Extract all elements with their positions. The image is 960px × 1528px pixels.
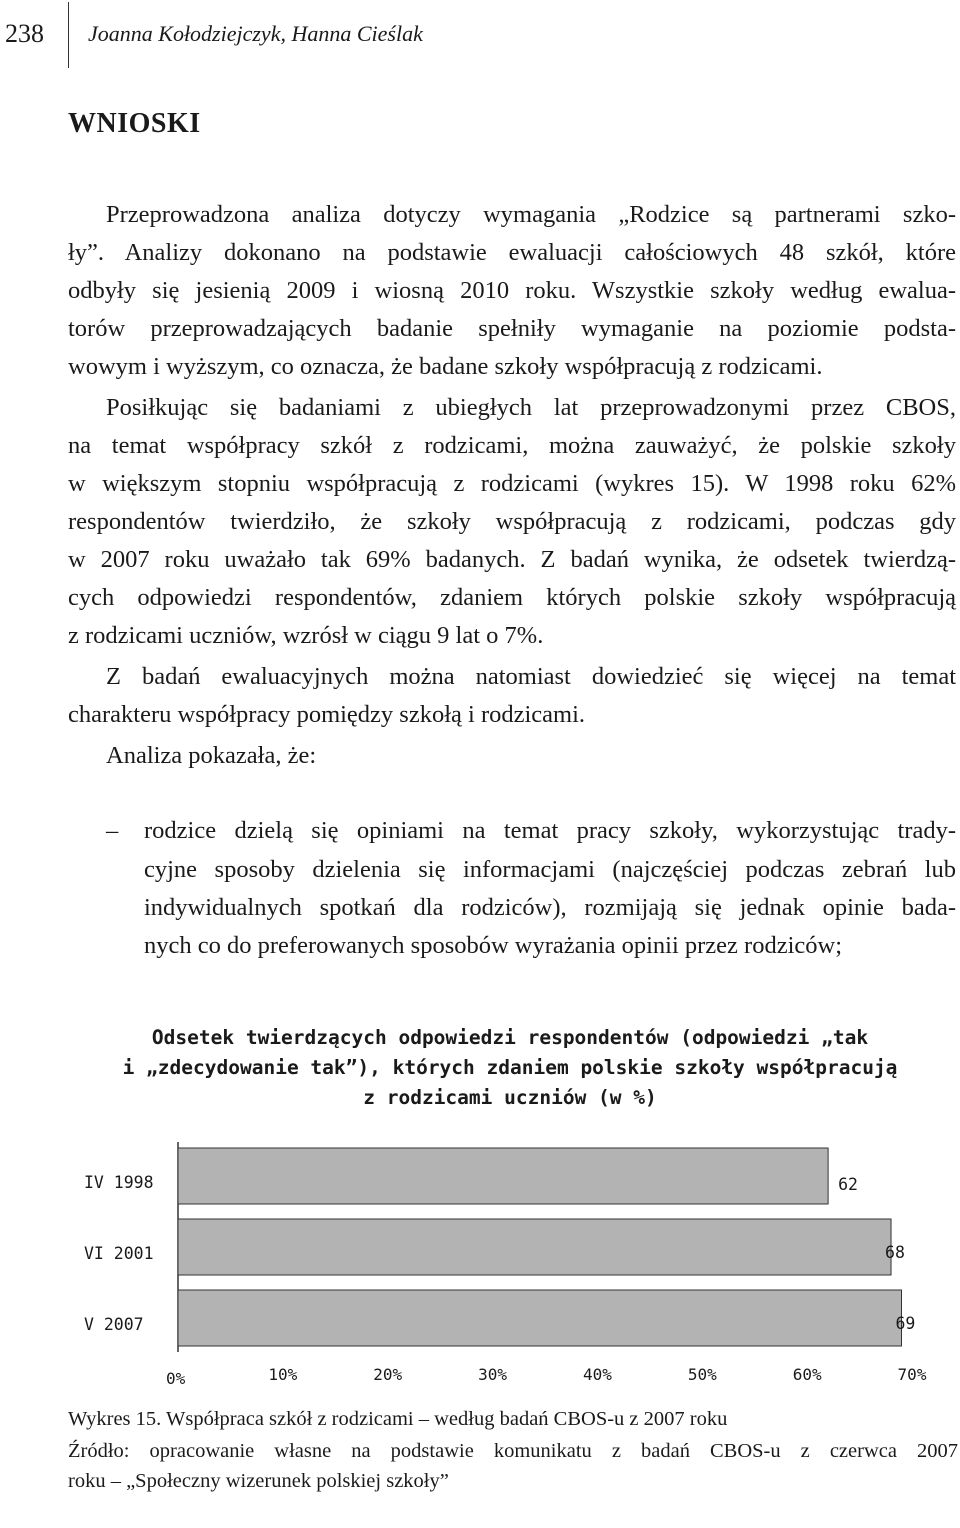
chart-title-line: i „zdecydowanie tak”), których zdaniem polskie szkoły współpracują <box>122 1056 898 1079</box>
category-label: VI 2001 <box>84 1244 154 1263</box>
chart-title-line: z rodzicami uczniów (w %) <box>363 1086 657 1109</box>
paragraph-line: odbyły się jesienią 2009 i wiosną 2010 roku. Wszystkie szkoły według ewalua- <box>68 277 956 304</box>
value-label: 68 <box>885 1243 905 1262</box>
paragraph-line: wowym i wyższym, co oznacza, że badane szkoły współpracują z rodzicami. <box>68 353 823 380</box>
paragraph-line: Przeprowadzona analiza dotyczy wymagania „Rodzice są partnerami szko- <box>106 201 956 228</box>
x-tick-label: 50% <box>687 1365 717 1384</box>
list-bullet: – <box>106 817 119 844</box>
section-heading: WNIOSKI <box>68 108 201 139</box>
paragraph-line: Z badań ewaluacyjnych można natomiast dowiedzieć się więcej na temat <box>106 663 956 690</box>
list-item-line: indywidualnych spotkań dla rodziców), rozmijają się jednak opinie bada- <box>144 894 956 921</box>
list-item-line: cyjne sposoby dzielenia się informacjami (najczęściej podczas zebrań lub <box>144 856 956 883</box>
value-label: 62 <box>838 1175 858 1194</box>
list-item-line: nych co do preferowanych sposobów wyrażania opinii przez rodziców; <box>144 932 842 959</box>
x-tick-label: 10% <box>268 1365 298 1384</box>
bar <box>178 1148 828 1204</box>
x-tick-label: 20% <box>373 1365 403 1384</box>
x-tick-label: 60% <box>792 1365 822 1384</box>
x-tick-label: 70% <box>897 1365 927 1384</box>
paragraph-line: na temat współpracy szkół z rodzicami, można zauważyć, że polskie szkoły <box>68 432 956 459</box>
paragraph-line: respondentów twierdziło, że szkoły współpracują z rodzicami, podczas gdy <box>68 508 956 535</box>
figure-caption: Wykres 15. Współpraca szkół z rodzicami – według badań CBOS-u z 2007 roku <box>68 1408 728 1430</box>
paragraph-line: cych odpowiedzi respondentów, zdaniem których polskie szkoły współpracują <box>68 584 956 611</box>
list-item-line: rodzice dzielą się opiniami na temat pracy szkoły, wykorzystując trady- <box>144 817 956 844</box>
source-line: Źródło: opracowanie własne na podstawie komunikatu z badań CBOS-u z czerwca 2007 <box>68 1440 958 1462</box>
header-divider <box>68 2 69 68</box>
bar-chart <box>0 1140 960 1390</box>
chart-title-line: Odsetek twierdzących odpowiedzi respondentów (odpowiedzi „tak <box>151 1026 869 1049</box>
paragraph-line: torów przeprowadzających badanie spełniły wymaganie na poziomie podsta- <box>68 315 956 342</box>
category-label: IV 1998 <box>84 1173 154 1192</box>
value-label: 69 <box>895 1314 916 1333</box>
x-tick-label: 30% <box>478 1365 508 1384</box>
paragraph-line: z rodzicami uczniów, wzrósł w ciągu 9 lat o 7%. <box>68 622 544 649</box>
bar <box>178 1290 902 1346</box>
source-line: roku – „Społeczny wizerunek polskiej szkoły” <box>68 1470 449 1492</box>
paragraph-line: charakteru współpracy pomiędzy szkołą i rodzicami. <box>68 701 586 728</box>
paragraph-line: Analiza pokazała, że: <box>106 742 317 769</box>
category-label: V 2007 <box>84 1315 144 1334</box>
page-number: 238 <box>5 19 44 48</box>
bar <box>178 1219 891 1275</box>
paragraph-line: w większym stopniu współpracują z rodzicami (wykres 15). W 1998 roku 62% <box>68 470 956 497</box>
paragraph-line: Posiłkując się badaniami z ubiegłych lat przeprowadzonymi przez CBOS, <box>106 394 956 421</box>
paragraph-line: ły”. Analizy dokonano na podstawie ewaluacji całościowych 48 szkół, które <box>68 239 956 266</box>
paragraph-line: w 2007 roku uważało tak 69% badanych. Z badań wynika, że odsetek twierdzą- <box>68 546 956 573</box>
x-tick-label: 40% <box>582 1365 612 1384</box>
running-head: Joanna Kołodziejczyk, Hanna Cieślak <box>88 21 423 46</box>
x-tick-label: 0% <box>166 1369 186 1388</box>
